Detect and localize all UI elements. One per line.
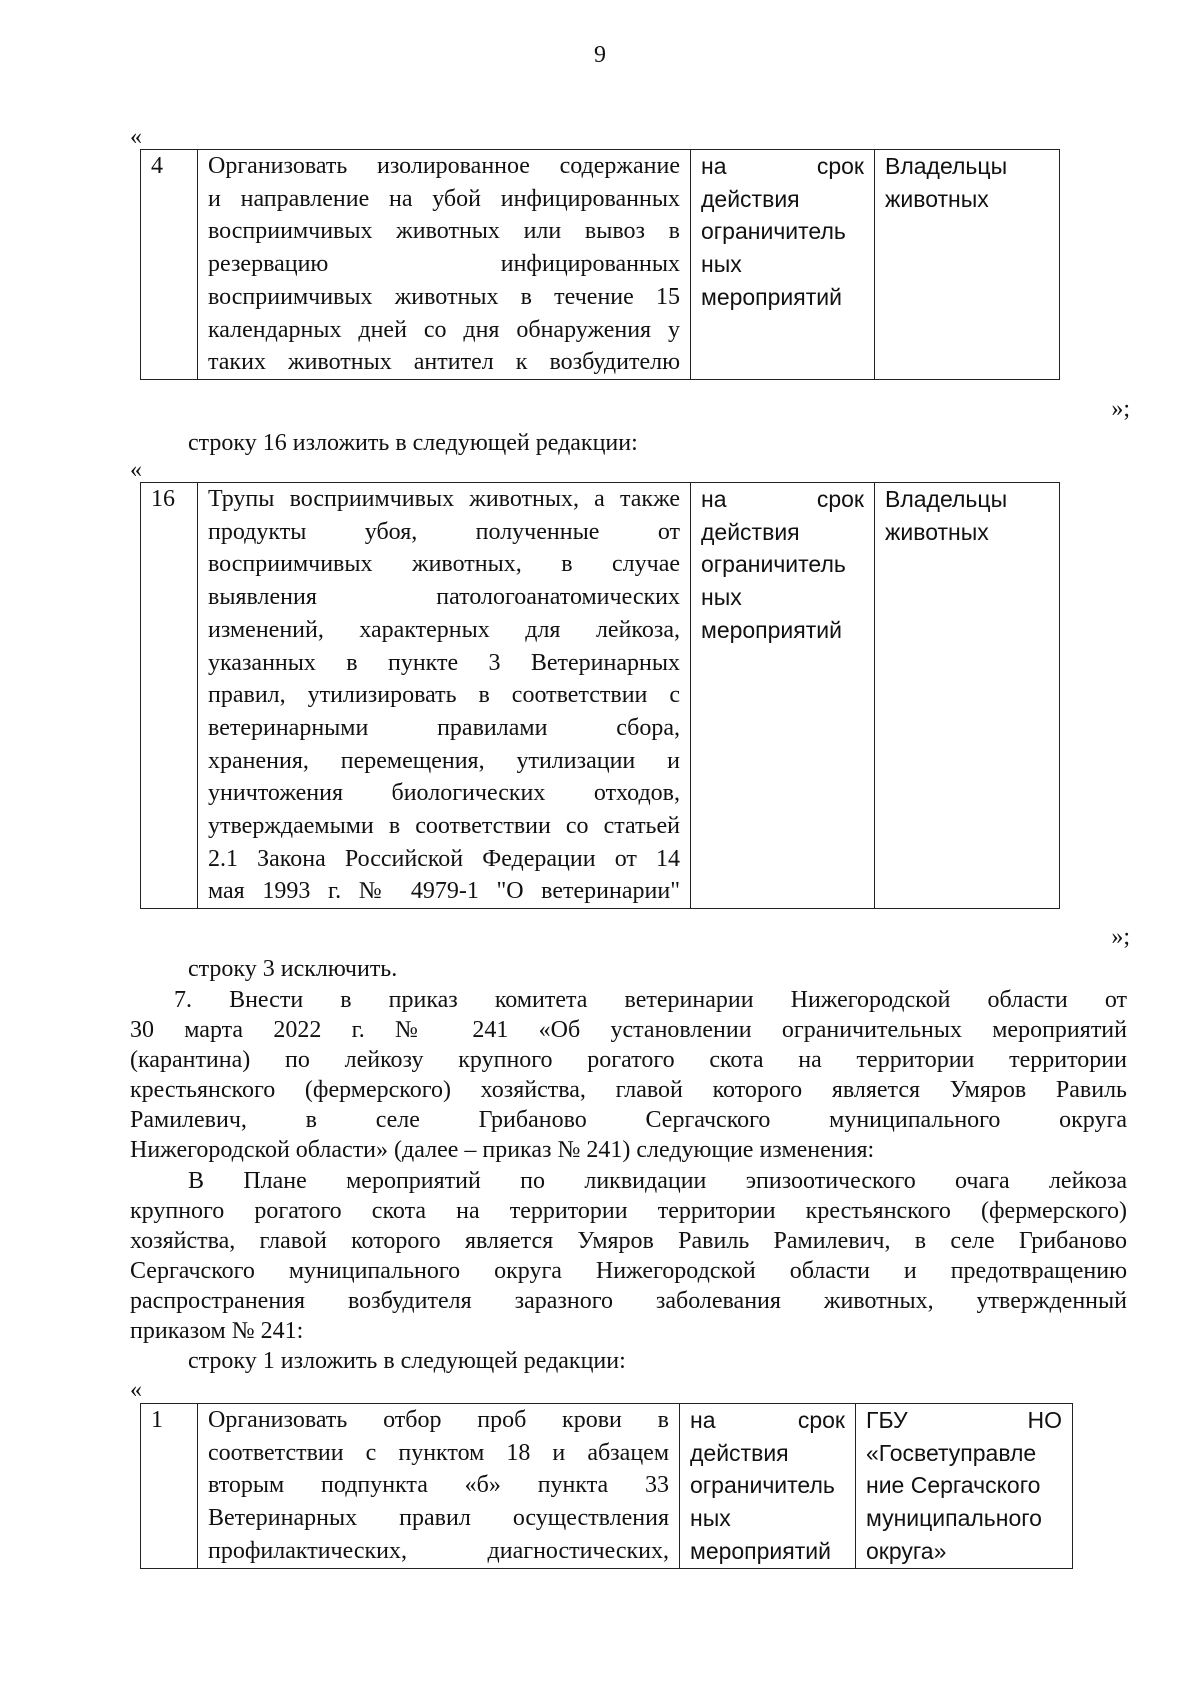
table-row [141,1404,1073,1569]
text-line: хранения, перемещения, утилизации и [208,747,680,774]
text-line: мероприятий [701,283,842,310]
text-line: Владельцы [885,153,1008,179]
text-line: резервацию инфицированных [208,251,680,278]
text-line: 2.1 Закона Российской Федерации от 14 [208,845,680,872]
text-line: Нижегородской области» (далее – приказ № 241) следующие изменения: [130,1137,875,1163]
text-line: животных [885,185,989,212]
text-line: действия [690,1439,789,1466]
text-line: мероприятий [690,1537,831,1564]
text-line: 30 марта 2022 г. № 241 «Об установлении ограничительных мероприятий [130,1017,1127,1043]
text-line: Ветеринарных правил осуществления [208,1505,669,1532]
word: на [690,1407,716,1433]
opening-quote: « [130,124,142,150]
measure-cell [198,1404,680,1569]
amendment-table-row-16 [140,482,1060,909]
text-line: ограничитель [701,218,846,245]
table-row [141,150,1060,380]
text-line: уничтожения биологических отходов, [208,780,680,807]
text-line: восприимчивых животных, в случае [208,551,680,578]
text-line: и направление на убой инфицированных [208,185,680,212]
word: срок [797,1407,845,1433]
text-line: муниципального [866,1505,1042,1532]
text-line: профилактических, диагностических, [208,1537,669,1564]
instruction-row-1: строку 1 изложить в следующей редакции: [188,1348,626,1374]
text-line: ограничитель [690,1472,835,1499]
text-line: утверждаемыми в соответствии со статьей [208,813,680,840]
word: срок [816,486,864,512]
measure-cell [198,150,691,380]
row-number: 1 [141,1404,198,1569]
text-line: Рамилевич, в селе Грибаново Сергачского муниципального округа [130,1107,1127,1133]
text-line: округа» [866,1537,947,1564]
text-line: восприимчивых животных в течение 15 [208,283,680,310]
closing-quote: »; [1111,924,1130,950]
text-line: восприимчивых животных или вывоз в [208,218,680,245]
text-line: таких животных антител к возбудителю [208,349,680,376]
text-line: приказом № 241: [130,1318,304,1344]
text-line: В Плане мероприятий по ликвидации эпизоотического очага лейкоза [188,1168,1127,1194]
text-line: «Госветуправле [866,1439,1037,1466]
text-line: выявления патологоанатомических [208,584,680,611]
text-line: Владельцы [885,486,1008,512]
closing-quote: »; [1111,396,1130,422]
text-line: крестьянского (фермерского) хозяйства, главой которого является Умяров Равиль [130,1077,1127,1103]
deadline-cell [691,483,875,909]
text-line: ограничитель [701,551,846,578]
word: срок [816,153,864,179]
text-line [701,483,864,516]
text-line: крупного рогатого скота на территории территории крестьянского (фермерского) [130,1198,1127,1224]
text-line: ние Сергачского [866,1472,1041,1499]
text-line: ных [690,1505,731,1532]
word: НО [1027,1407,1062,1433]
text-line: изменений, характерных для лейкоза, [208,616,680,643]
text-line [690,1404,845,1437]
responsible-cell [875,150,1060,380]
text-line: распространения возбудителя заразного заболевания животных, утвержденный [130,1288,1127,1314]
instruction-row-16: строку 16 изложить в следующей редакции: [188,430,638,456]
text-line: соответствии с пунктом 18 и абзацем [208,1439,669,1466]
text-line: ных [701,251,742,278]
text-line: мая 1993 г. № 4979-1 "О ветеринарии" [208,878,680,905]
text-line: действия [701,518,800,545]
text-line: Организовать отбор проб крови в [208,1407,669,1433]
table-row [141,483,1060,909]
text-line: указанных в пункте 3 Ветеринарных [208,649,680,676]
opening-quote: « [130,457,142,483]
text-line [701,150,864,183]
amendment-table-row-4 [140,149,1060,380]
text-line: Сергачского муниципального округа Нижегородской области и предотвращению [130,1258,1127,1284]
text-line: (карантина) по лейкозу крупного рогатого скота на территории территории [130,1047,1127,1073]
text-line: ных [701,584,742,611]
text-line: правил, утилизировать в соответствии с [208,682,680,709]
text-line: животных [885,518,989,545]
text-line: продукты убоя, полученные от [208,518,680,545]
text-line: вторым подпункта «б» пункта 33 [208,1472,669,1499]
word: на [701,486,727,512]
deadline-cell [680,1404,856,1569]
text-line: ветеринарными правилами сбора, [208,714,680,741]
responsible-cell [875,483,1060,909]
responsible-cell [856,1404,1073,1569]
row-number: 16 [141,483,198,909]
amendment-table-row-1 [140,1403,1073,1569]
word: ГБУ [866,1407,908,1433]
text-line: действия [701,185,800,212]
text-line: календарных дней со дня обнаружения у [208,316,680,343]
text-line: мероприятий [701,616,842,643]
instruction-row-3: строку 3 исключить. [188,956,398,982]
word: на [701,153,727,179]
measure-cell [198,483,691,909]
page-number: 9 [594,42,606,68]
text-line: Трупы восприимчивых животных, а также [208,486,680,512]
row-number: 4 [141,150,198,380]
text-line [866,1404,1062,1437]
text-line: 7. Внести в приказ комитета ветеринарии Нижегородской области от [174,987,1127,1013]
text-line: хозяйства, главой которого является Умяров Равиль Рамилевич, в селе Грибаново [130,1228,1127,1254]
text-line: Организовать изолированное содержание [208,153,680,179]
paragraph-7 [130,985,1127,1165]
opening-quote: « [130,1377,142,1403]
plan-paragraph [130,1166,1127,1346]
deadline-cell [691,150,875,380]
